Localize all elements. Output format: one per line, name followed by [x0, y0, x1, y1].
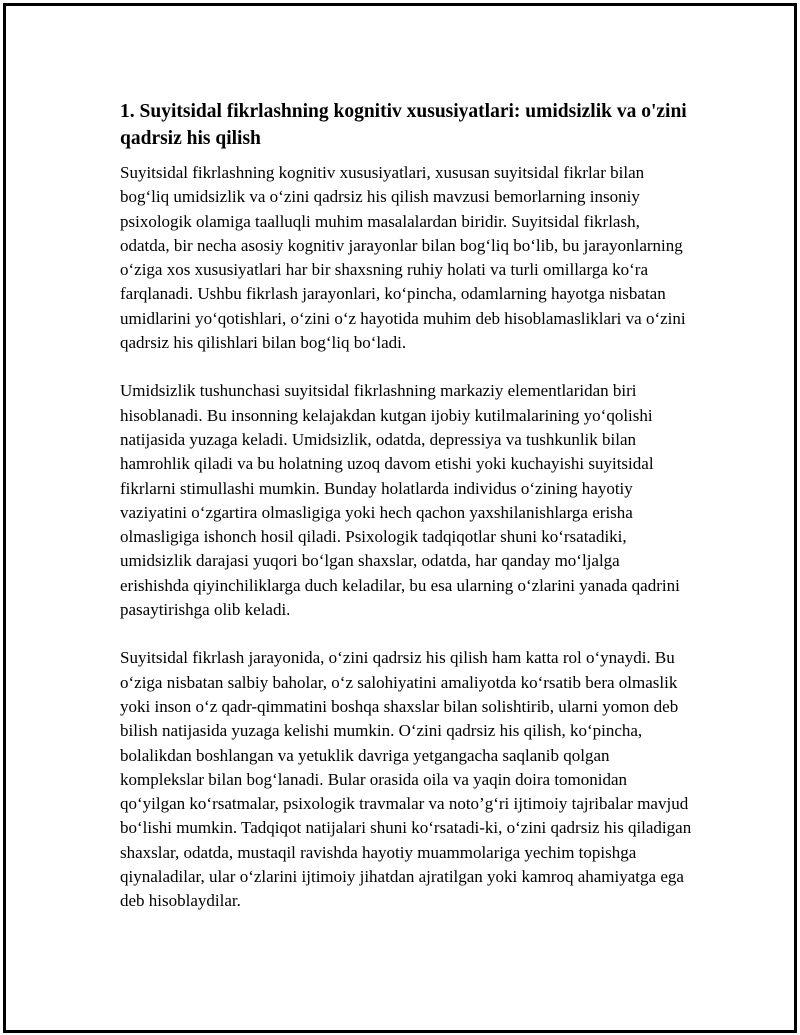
paragraph-1: Suyitsidal fikrlashning kognitiv xususiyatlari, xususan suyitsidal fikrlar bilan bog‘liq umidsizlik va o‘zini qadrsiz his qilish mavzusi bemorlarning insoniy psixologik olamiga taalluqli muhim masalalardan biridir. Suyitsidal fikrlash, odatda, bir necha asosiy kognitiv jarayonlar bilan bog‘liq bo‘lib, bu jarayonlarning o‘ziga xos xususiyatlari har bir shaxsning ruhiy holati va turli omillarga ko‘ra farqlanadi. Ushbu fikrlash jarayonlari, ko‘pincha, odamlarning hayotga nisbatan umidlarini yo‘qotishlari, o‘zini o‘z hayotida muhim deb hisoblamasliklari va o‘zini qadrsiz his qilishlari bilan bog‘liq bo‘ladi.: [120, 163, 686, 353]
page-frame: [3, 3, 797, 1033]
paragraph-2: Umidsizlik tushunchasi suyitsidal fikrlashning markaziy elementlaridan biri hisoblanadi. Bu insonning kelajakdan kutgan ijobiy kutilmalarining yo‘qolishi natijasida yuzaga keladi. Umidsizlik, odatda, depressiya va tushkunlik bilan hamrohlik qiladi va bu holatning uzoq davom etishi yoki kuchayishi suyitsidal fikrlarni stimullashi mumkin. Bunday holatlarda individus o‘zining hayotiy vaziyatini o‘zgartira olmasligiga yoki hech qachon yaxshilanishlarga erisha olmasligiga ishonch hosil qiladi. Psixologik tadqiqotlar shuni ko‘rsatadiki, umidsizlik darajasi yuqori bo‘lgan shaxslar, odatda, har qanday mo‘ljalga erishishda qiyinchiliklarga duch keladilar, bu esa ularning o‘zlarini yanada qadrini pasaytirishga olib keladi.: [120, 381, 680, 620]
section-heading: 1. Suyitsidal fikrlashning kognitiv xususiyatlari: umidsizlik va o'zini qadrsiz his qilish: [120, 101, 687, 149]
document-body: [120, 98, 692, 938]
paragraph-3: Suyitsidal fikrlash jarayonida, o‘zini qadrsiz his qilish ham katta rol o‘ynaydi. Bu o‘ziga nisbatan salbiy baholar, o‘z salohiyatini amaliyotda ko‘rsatib bera olmaslik yoki inson o‘z qadr-qimmatini boshqa shaxslar bilan solishtirib, ularni yomon deb bilish natijasida yuzaga kelishi mumkin. O‘zini qadrsiz his qilish, ko‘pincha, bolalikdan boshlangan va yetuklik davriga yetgangacha saqlanib qolgan komplekslar bilan bog‘lanadi. Bular orasida oila va yaqin doira tomonidan qo‘yilgan ko‘rsatmalar, psixologik travmalar va noto’g‘ri ijtimoiy tajribalar mavjud bo‘lishi mumkin. Tadqiqot natijalari shuni ko‘rsatadi-ki, o‘zini qadrsiz his qiladigan shaxslar, odatda, mustaqil ravishda hayotiy muammolariga yechim topishga qiynaladilar, ular o‘zlarini ijtimoiy jihatdan ajratilgan yoki kamroq ahamiyatga ega deb hisoblaydilar.: [120, 648, 692, 911]
